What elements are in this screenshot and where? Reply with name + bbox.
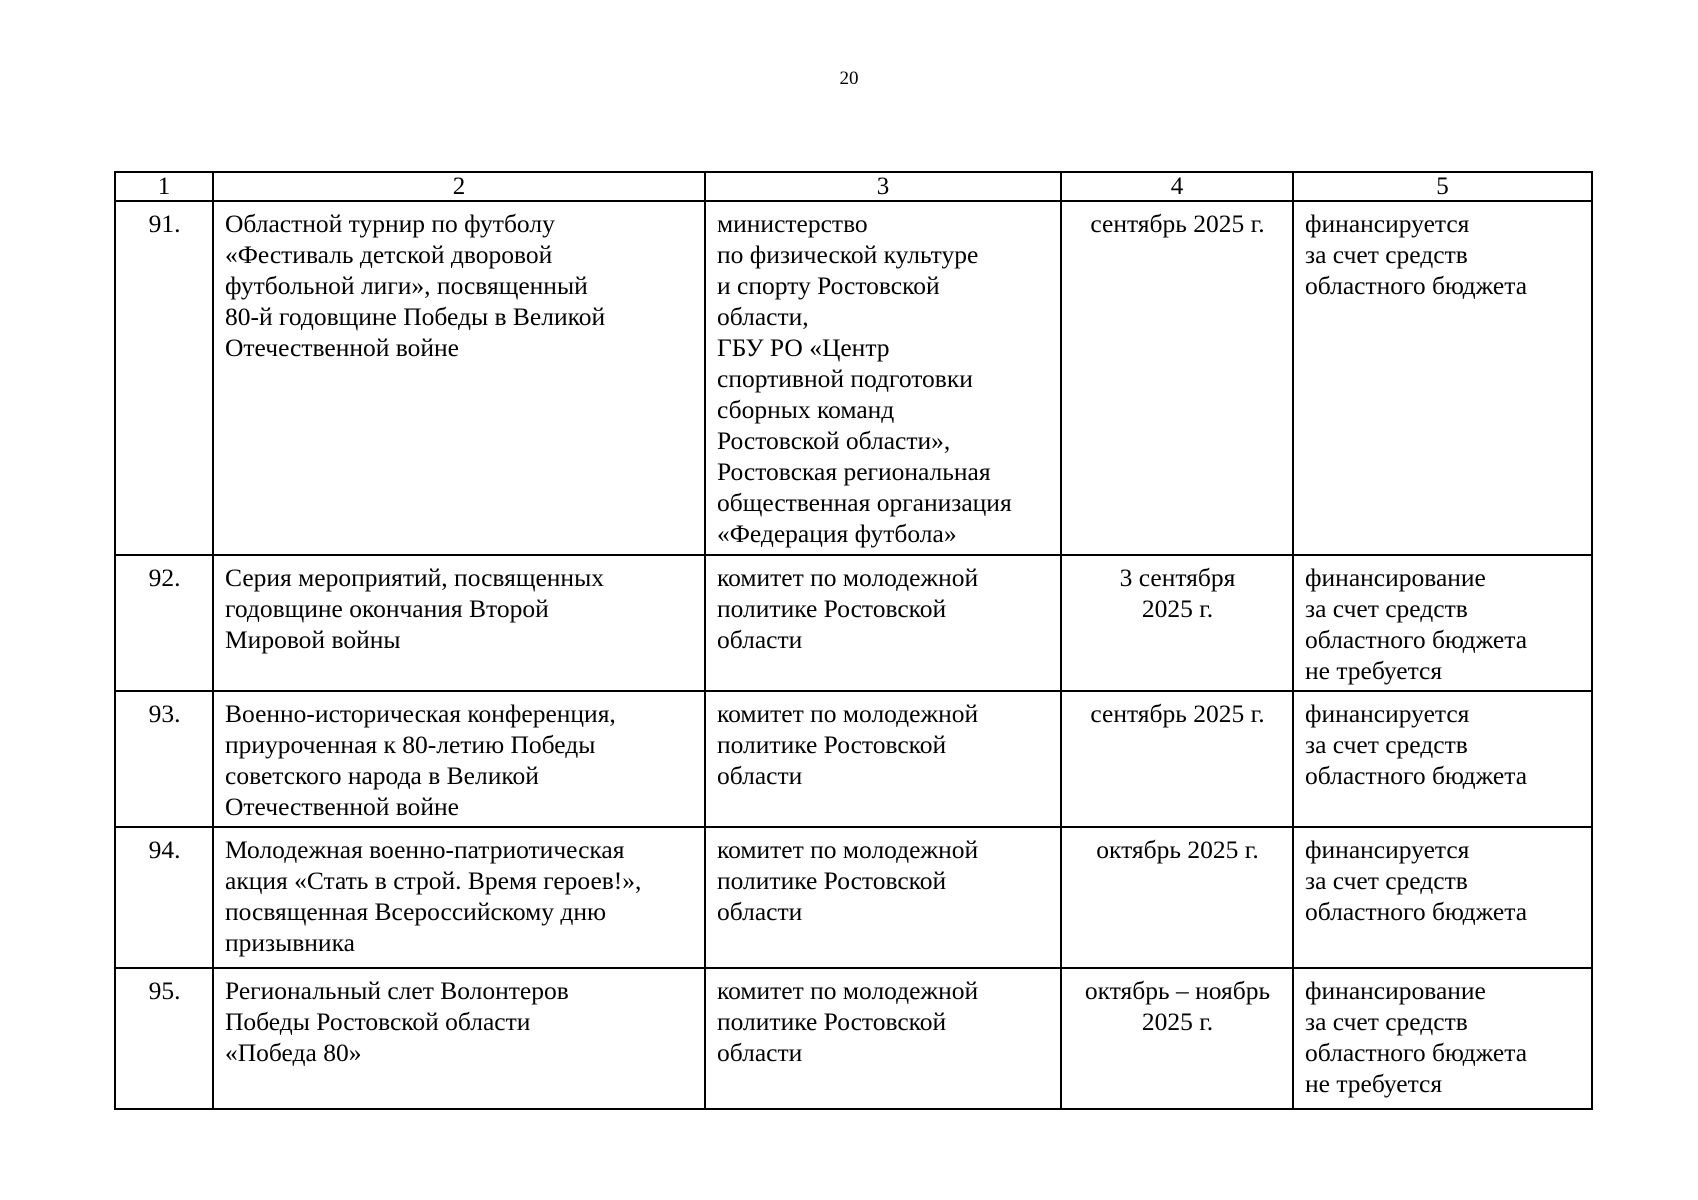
funding-line: за счет средств (1305, 594, 1468, 623)
funding-cell (1293, 201, 1592, 555)
funding-line: за счет средств (1305, 866, 1468, 895)
funding-line: областного бюджета (1305, 761, 1528, 790)
event-name-cell (213, 827, 705, 968)
row-number-cell: 93. (115, 691, 213, 827)
funding-line: не требуется (1305, 656, 1443, 685)
date-cell (1061, 201, 1293, 555)
table-row (115, 201, 1592, 555)
event-name-line: Серия мероприятий, посвященных (225, 563, 604, 592)
responsible-cell (705, 691, 1061, 827)
event-name-line: Отечественной войне (225, 333, 459, 362)
page-number: 20 (839, 68, 859, 89)
funding-cell (1293, 691, 1592, 827)
event-name-line: футбольной лиги», посвященный (225, 271, 588, 300)
responsible-cell (705, 968, 1061, 1109)
responsible-line: области (717, 761, 803, 790)
funding-line: финансируется (1305, 209, 1470, 238)
responsible-line: политике Ростовской (717, 730, 947, 759)
event-name-cell (213, 201, 705, 555)
funding-cell (1293, 968, 1592, 1109)
row-number-cell: 94. (115, 827, 213, 968)
responsible-line: комитет по молодежной (717, 976, 979, 1005)
event-name-line: Молодежная военно-патриотическая (225, 835, 625, 864)
responsible-line: области (717, 897, 803, 926)
date-line: 2025 г. (1141, 594, 1214, 623)
column-header-5: 5 (1293, 172, 1592, 201)
date-line: сентябрь 2025 г. (1090, 699, 1265, 728)
header-row (115, 172, 1592, 201)
row-number-cell: 95. (115, 968, 213, 1109)
column-header-2: 2 (213, 172, 705, 201)
table-header (115, 172, 1592, 201)
funding-line: за счет средств (1305, 240, 1468, 269)
responsible-line: министерство (717, 209, 868, 238)
event-name-line: советского народа в Великой (225, 761, 539, 790)
responsible-line: общественная организация (717, 488, 1012, 517)
responsible-line: области (717, 625, 803, 654)
row-number-cell: 91. (115, 201, 213, 555)
responsible-line: области, (717, 302, 809, 331)
responsible-line: политике Ростовской (717, 866, 947, 895)
responsible-line: спортивной подготовки (717, 364, 973, 393)
date-cell (1061, 691, 1293, 827)
funding-line: финансирование (1305, 976, 1486, 1005)
responsible-line: Ростовской области», (717, 426, 951, 455)
responsible-line: Ростовская региональная (717, 457, 991, 486)
funding-line: финансируется (1305, 699, 1470, 728)
funding-line: финансирование (1305, 563, 1486, 592)
event-name-line: Победы Ростовской области (225, 1007, 531, 1036)
date-cell (1061, 968, 1293, 1109)
funding-line: финансируется (1305, 835, 1470, 864)
column-header-4: 4 (1061, 172, 1293, 201)
date-line: октябрь 2025 г. (1096, 835, 1259, 864)
responsible-line: области (717, 1038, 803, 1067)
event-name-line: посвященная Всероссийскому дню (225, 897, 607, 926)
event-name-line: «Фестиваль детской дворовой (225, 240, 553, 269)
column-header-1: 1 (115, 172, 213, 201)
funding-cell (1293, 827, 1592, 968)
event-name-line: Региональный слет Волонтеров (225, 976, 569, 1005)
responsible-line: комитет по молодежной (717, 699, 979, 728)
date-line: 2025 г. (1141, 1007, 1214, 1036)
event-name-line: годовщине окончания Второй (225, 594, 549, 623)
event-name-cell (213, 968, 705, 1109)
date-line: октябрь – ноябрь (1084, 976, 1271, 1005)
funding-cell (1293, 555, 1592, 691)
date-cell (1061, 827, 1293, 968)
funding-line: областного бюджета (1305, 897, 1528, 926)
event-name-cell (213, 691, 705, 827)
responsible-cell (705, 827, 1061, 968)
event-name-line: акция «Стать в строй. Время героев!», (225, 866, 642, 895)
event-name-line: Отечественной войне (225, 792, 459, 821)
responsible-line: и спорту Ростовской (717, 271, 940, 300)
responsible-line: сборных команд (717, 395, 895, 424)
responsible-line: политике Ростовской (717, 594, 947, 623)
responsible-cell (705, 201, 1061, 555)
row-number-cell: 92. (115, 555, 213, 691)
responsible-line: комитет по молодежной (717, 835, 979, 864)
table-body (115, 201, 1592, 1109)
table-row (115, 691, 1592, 827)
responsible-line: по физической культуре (717, 240, 979, 269)
table-row (115, 968, 1592, 1109)
funding-line: областного бюджета (1305, 625, 1528, 654)
responsible-line: «Федерация футбола» (717, 519, 957, 548)
event-name-line: Военно-историческая конференция, (225, 699, 616, 728)
event-name-cell (213, 555, 705, 691)
funding-line: областного бюджета (1305, 271, 1528, 300)
column-header-3: 3 (705, 172, 1061, 201)
responsible-cell (705, 555, 1061, 691)
date-line: сентябрь 2025 г. (1090, 209, 1265, 238)
event-name-line: приуроченная к 80-летию Победы (225, 730, 596, 759)
table-row (115, 555, 1592, 691)
event-name-line: призывника (225, 928, 355, 957)
event-name-line: 80-й годовщине Победы в Великой (225, 302, 606, 331)
funding-line: не требуется (1305, 1069, 1443, 1098)
funding-line: областного бюджета (1305, 1038, 1528, 1067)
funding-line: за счет средств (1305, 730, 1468, 759)
table-row (115, 827, 1592, 968)
date-cell (1061, 555, 1293, 691)
events-table (114, 171, 1593, 1110)
responsible-line: политике Ростовской (717, 1007, 947, 1036)
responsible-line: комитет по молодежной (717, 563, 979, 592)
event-name-line: Мировой войны (225, 625, 401, 654)
funding-line: за счет средств (1305, 1007, 1468, 1036)
event-name-line: «Победа 80» (225, 1038, 362, 1067)
responsible-line: ГБУ РО «Центр (717, 333, 890, 362)
date-line: 3 сентября (1119, 563, 1236, 592)
event-name-line: Областной турнир по футболу (225, 209, 555, 238)
